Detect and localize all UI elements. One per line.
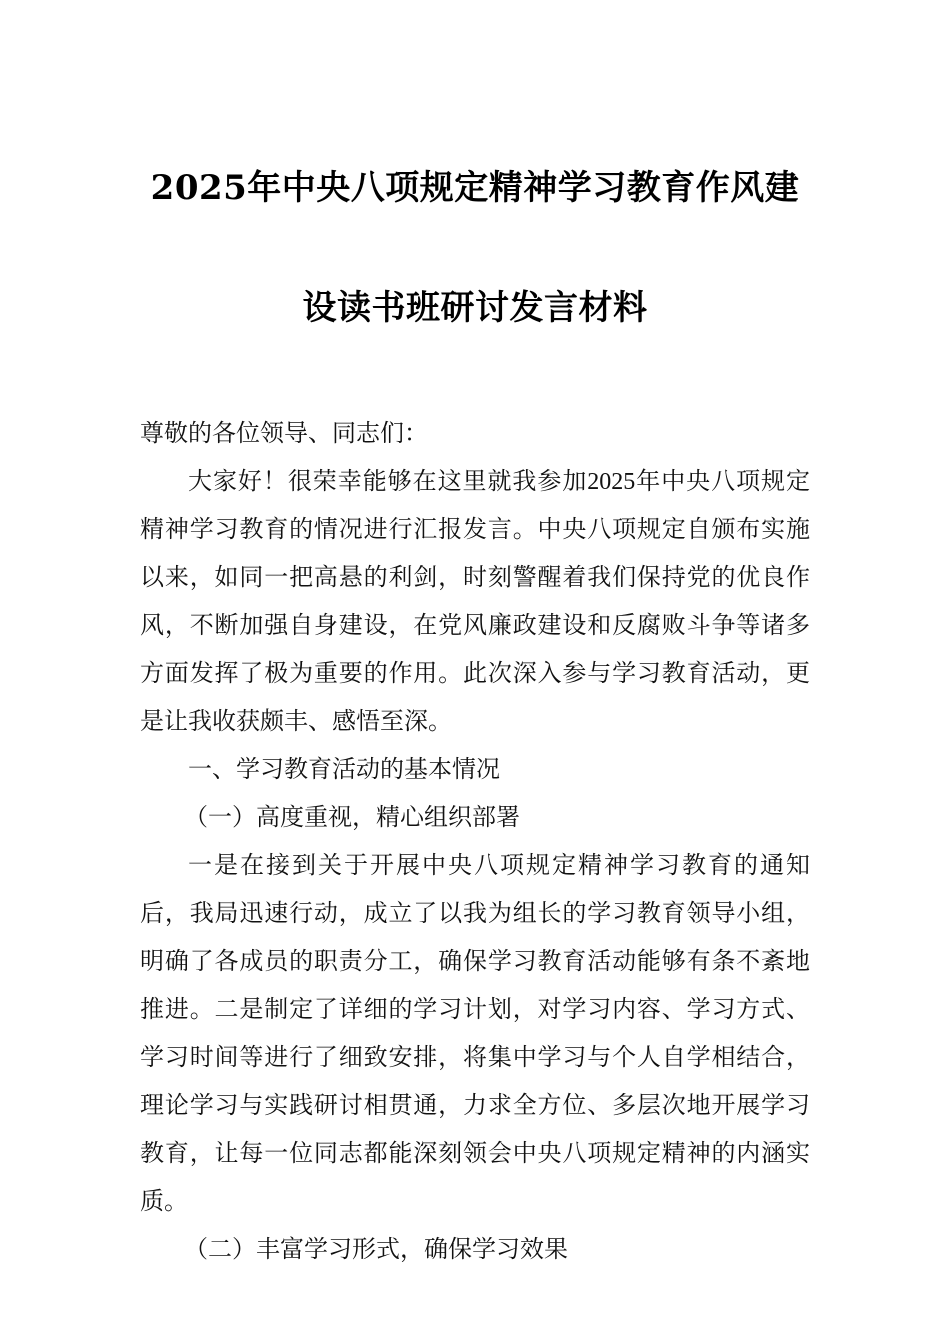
subsection-heading-1-2: （二）丰富学习形式，确保学习效果 (184, 1237, 568, 1263)
document-body (140, 368, 810, 1274)
salutation-line: 尊敬的各位领导、同志们： (140, 421, 428, 447)
section-heading-1: 一、学习教育活动的基本情况 (188, 757, 500, 783)
subsection-heading-1-1: （一）高度重视，精心组织部署 (184, 805, 520, 831)
paragraph-opening: 大家好！很荣幸能够在这里就我参加2025年中央八项规定精神学习教育的情况进行汇报发言。中央八项规定自颁布实施以来，如同一把高悬的利剑，时刻警醒着我们保持党的优良作风，不断加强自身建设，在党风廉政建设和反腐败斗争等诸多方面发挥了极为重要的作用。此次深入参与学习教育活动，更是让我收获颇丰、感悟至深。 (140, 469, 810, 735)
paragraph-section-1-1-body: 一是在接到关于开展中央八项规定精神学习教育的通知后，我局迅速行动，成立了以我为组长的学习教育领导小组，明确了各成员的职责分工，确保学习教育活动能够有条不紊地推进。二是制定了详细的学习计划，对学习内容、学习方式、学习时间等进行了细致安排，将集中学习与个人自学相结合，理论学习与实践研讨相贯通，力求全方位、多层次地开展学习教育，让每一位同志都能深刻领会中央八项规定精神的内涵实质。 (140, 853, 810, 1215)
page-title: 2025年中央八项规定精神学习教育作风建设读书班研讨发言材料 (150, 168, 800, 328)
